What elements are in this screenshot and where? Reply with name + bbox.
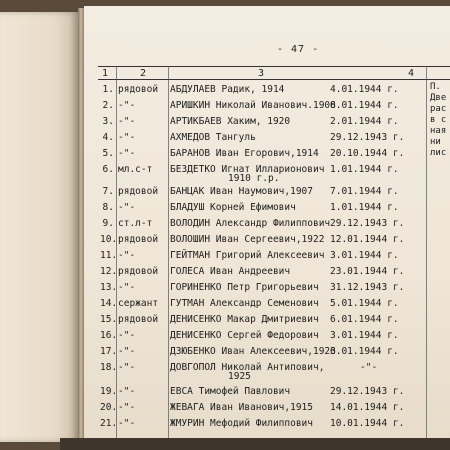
table-row <box>0 148 450 164</box>
row-name: БЛАДУШ Корней Ефимович <box>170 202 296 213</box>
row-number: 5. <box>102 148 114 159</box>
row-number: 11. <box>100 250 118 261</box>
table-row <box>0 266 450 282</box>
row-number: 9. <box>102 218 114 229</box>
row-number: 3. <box>102 116 114 127</box>
table-row <box>0 298 450 314</box>
row-number: 10. <box>100 234 118 245</box>
row-date: 7.01.1944 г. <box>330 186 399 197</box>
row-name: ЖЕВАГА Иван Иванович,1915 <box>170 402 313 413</box>
side-note-line: ни <box>430 137 441 147</box>
row-number: 1. <box>102 84 114 95</box>
table-row <box>0 250 450 266</box>
row-rank: ст.л-т <box>118 218 153 229</box>
table-row <box>0 164 450 188</box>
row-name: БАРАНОВ Иван Егорович,1914 <box>170 148 319 159</box>
table-row <box>0 314 450 330</box>
table-row <box>0 386 450 402</box>
table-row <box>0 330 450 346</box>
row-name: ЖМУРИН Мефодий Филиппович <box>170 418 313 429</box>
row-number: 19. <box>100 386 118 397</box>
row-rank: мл.с-т <box>118 164 153 175</box>
row-name: ВОЛОДИН Александр Филиппович <box>170 218 331 229</box>
side-note-line: ная <box>430 126 447 136</box>
row-date: 12.01.1944 г. <box>330 234 405 245</box>
table-row <box>0 100 450 116</box>
row-name: ДОВГОПОЛ Николай Антипович, <box>170 362 325 373</box>
row-date: 29.12.1943 г. <box>330 132 405 143</box>
row-number: 15. <box>100 314 118 325</box>
row-date: 29.12.1943 г. <box>330 218 405 229</box>
row-rank: рядовой <box>118 186 159 197</box>
cover-edge <box>60 438 450 450</box>
row-rank: -"- <box>118 362 136 373</box>
row-rank: рядовой <box>118 84 159 95</box>
row-number: 6. <box>102 164 114 175</box>
row-date: 10.01.1944 г. <box>330 418 405 429</box>
row-date: 6.01.1944 г. <box>330 346 399 357</box>
row-name: ГУТМАН Александр Семенович <box>170 298 319 309</box>
row-rank: -"- <box>118 132 136 143</box>
row-rank: рядовой <box>118 234 159 245</box>
row-rank: сержант <box>118 298 159 309</box>
table-row <box>0 202 450 218</box>
row-name: ДЕНИСЕНКО Макар Дмитриевич <box>170 314 319 325</box>
table-row <box>0 186 450 202</box>
table-top-rule <box>98 66 450 67</box>
row-rank: рядовой <box>118 314 159 325</box>
row-date: 3.01.1944 г. <box>330 330 399 341</box>
row-name: ГОЛЕСА Иван Андреевич <box>170 266 291 277</box>
row-number: 2. <box>102 100 114 111</box>
page-number: - 47 - <box>277 44 320 55</box>
table-row <box>0 418 450 434</box>
row-name: АРТИКБАЕВ Хаким, 1920 <box>170 116 291 127</box>
row-number: 13. <box>100 282 118 293</box>
row-date: 3.01.1944 г. <box>330 250 399 261</box>
row-name: АБДУЛАЕВ Радик, 1914 <box>170 84 285 95</box>
row-date: 6.01.1944 г. <box>330 314 399 325</box>
row-date: 31.12.1943 г. <box>330 282 405 293</box>
row-name: ВОЛОШИН Иван Сергеевич,1922 <box>170 234 325 245</box>
side-note-line: П. <box>430 82 441 92</box>
row-rank: -"- <box>118 330 136 341</box>
row-name: БЕЗДЕТКО Игнат Илларионович <box>170 164 325 175</box>
table-row <box>0 218 450 234</box>
row-rank: -"- <box>118 202 136 213</box>
row-date: 1.01.1944 г. <box>330 202 399 213</box>
row-rank: -"- <box>118 250 136 261</box>
row-rank: -"- <box>118 418 136 429</box>
row-date: 23.01.1944 г. <box>330 266 405 277</box>
row-name: АРИШКИН Николай Иванович.1908 <box>170 100 336 111</box>
table-row <box>0 362 450 386</box>
row-number: 16. <box>100 330 118 341</box>
row-date: 20.10.1944 г. <box>330 148 405 159</box>
row-rank: -"- <box>118 386 136 397</box>
row-number: 4. <box>102 132 114 143</box>
row-rank: -"- <box>118 346 136 357</box>
row-number: 17. <box>100 346 118 357</box>
row-rank: -"- <box>118 282 136 293</box>
row-name-continuation: 1910 г.р. <box>228 173 280 184</box>
side-note-line: лис <box>430 148 447 158</box>
row-rank: -"- <box>118 148 136 159</box>
column-header-1: 1 <box>102 68 109 79</box>
column-header-3: 3 <box>258 68 265 79</box>
table-row <box>0 402 450 418</box>
table-row <box>0 282 450 298</box>
row-rank: -"- <box>118 116 136 127</box>
row-rank: -"- <box>118 100 136 111</box>
row-number: 20. <box>100 402 118 413</box>
row-date: 2.01.1944 г. <box>330 116 399 127</box>
row-rank: рядовой <box>118 266 159 277</box>
table-row <box>0 234 450 250</box>
row-name-continuation: 1925 <box>228 371 251 382</box>
row-date: -"- <box>360 362 378 373</box>
row-name: АХМЕДОВ Тангуль <box>170 132 256 143</box>
row-date: 14.01.1944 г. <box>330 402 405 413</box>
table-header-rule <box>98 79 450 80</box>
row-name: ЕВСА Тимофей Павлович <box>170 386 291 397</box>
row-rank: -"- <box>118 402 136 413</box>
row-name: ГЕЙТМАН Григорий Алексеевич <box>170 250 325 261</box>
row-number: 14. <box>100 298 118 309</box>
row-name: ДЗЮБЕНКО Иван Алексеевич,1923 <box>170 346 336 357</box>
side-note-line: Две <box>430 93 447 103</box>
row-date: 5.01.1944 г. <box>330 298 399 309</box>
column-header-4: 4 <box>408 68 415 79</box>
row-date: 6.01.1944 г. <box>330 100 399 111</box>
side-note-line: в с <box>430 115 447 125</box>
row-name: ДЕНИСЕНКО Сергей Федорович <box>170 330 319 341</box>
table-row <box>0 84 450 100</box>
row-name: ГОРИНЕНКО Петр Григорьевич <box>170 282 319 293</box>
table-row <box>0 116 450 132</box>
row-name: БАНЦАК Иван Наумович,1907 <box>170 186 313 197</box>
column-header-2: 2 <box>140 68 147 79</box>
table-row <box>0 346 450 362</box>
row-date: 29.12.1943 г. <box>330 386 405 397</box>
table-row <box>0 132 450 148</box>
row-number: 12. <box>100 266 118 277</box>
row-date: 4.01.1944 г. <box>330 84 399 95</box>
row-number: 7. <box>102 186 114 197</box>
row-number: 21. <box>100 418 118 429</box>
row-number: 8. <box>102 202 114 213</box>
row-number: 18. <box>100 362 118 373</box>
row-date: 1.01.1944 г. <box>330 164 399 175</box>
side-note-line: рас <box>430 104 447 114</box>
